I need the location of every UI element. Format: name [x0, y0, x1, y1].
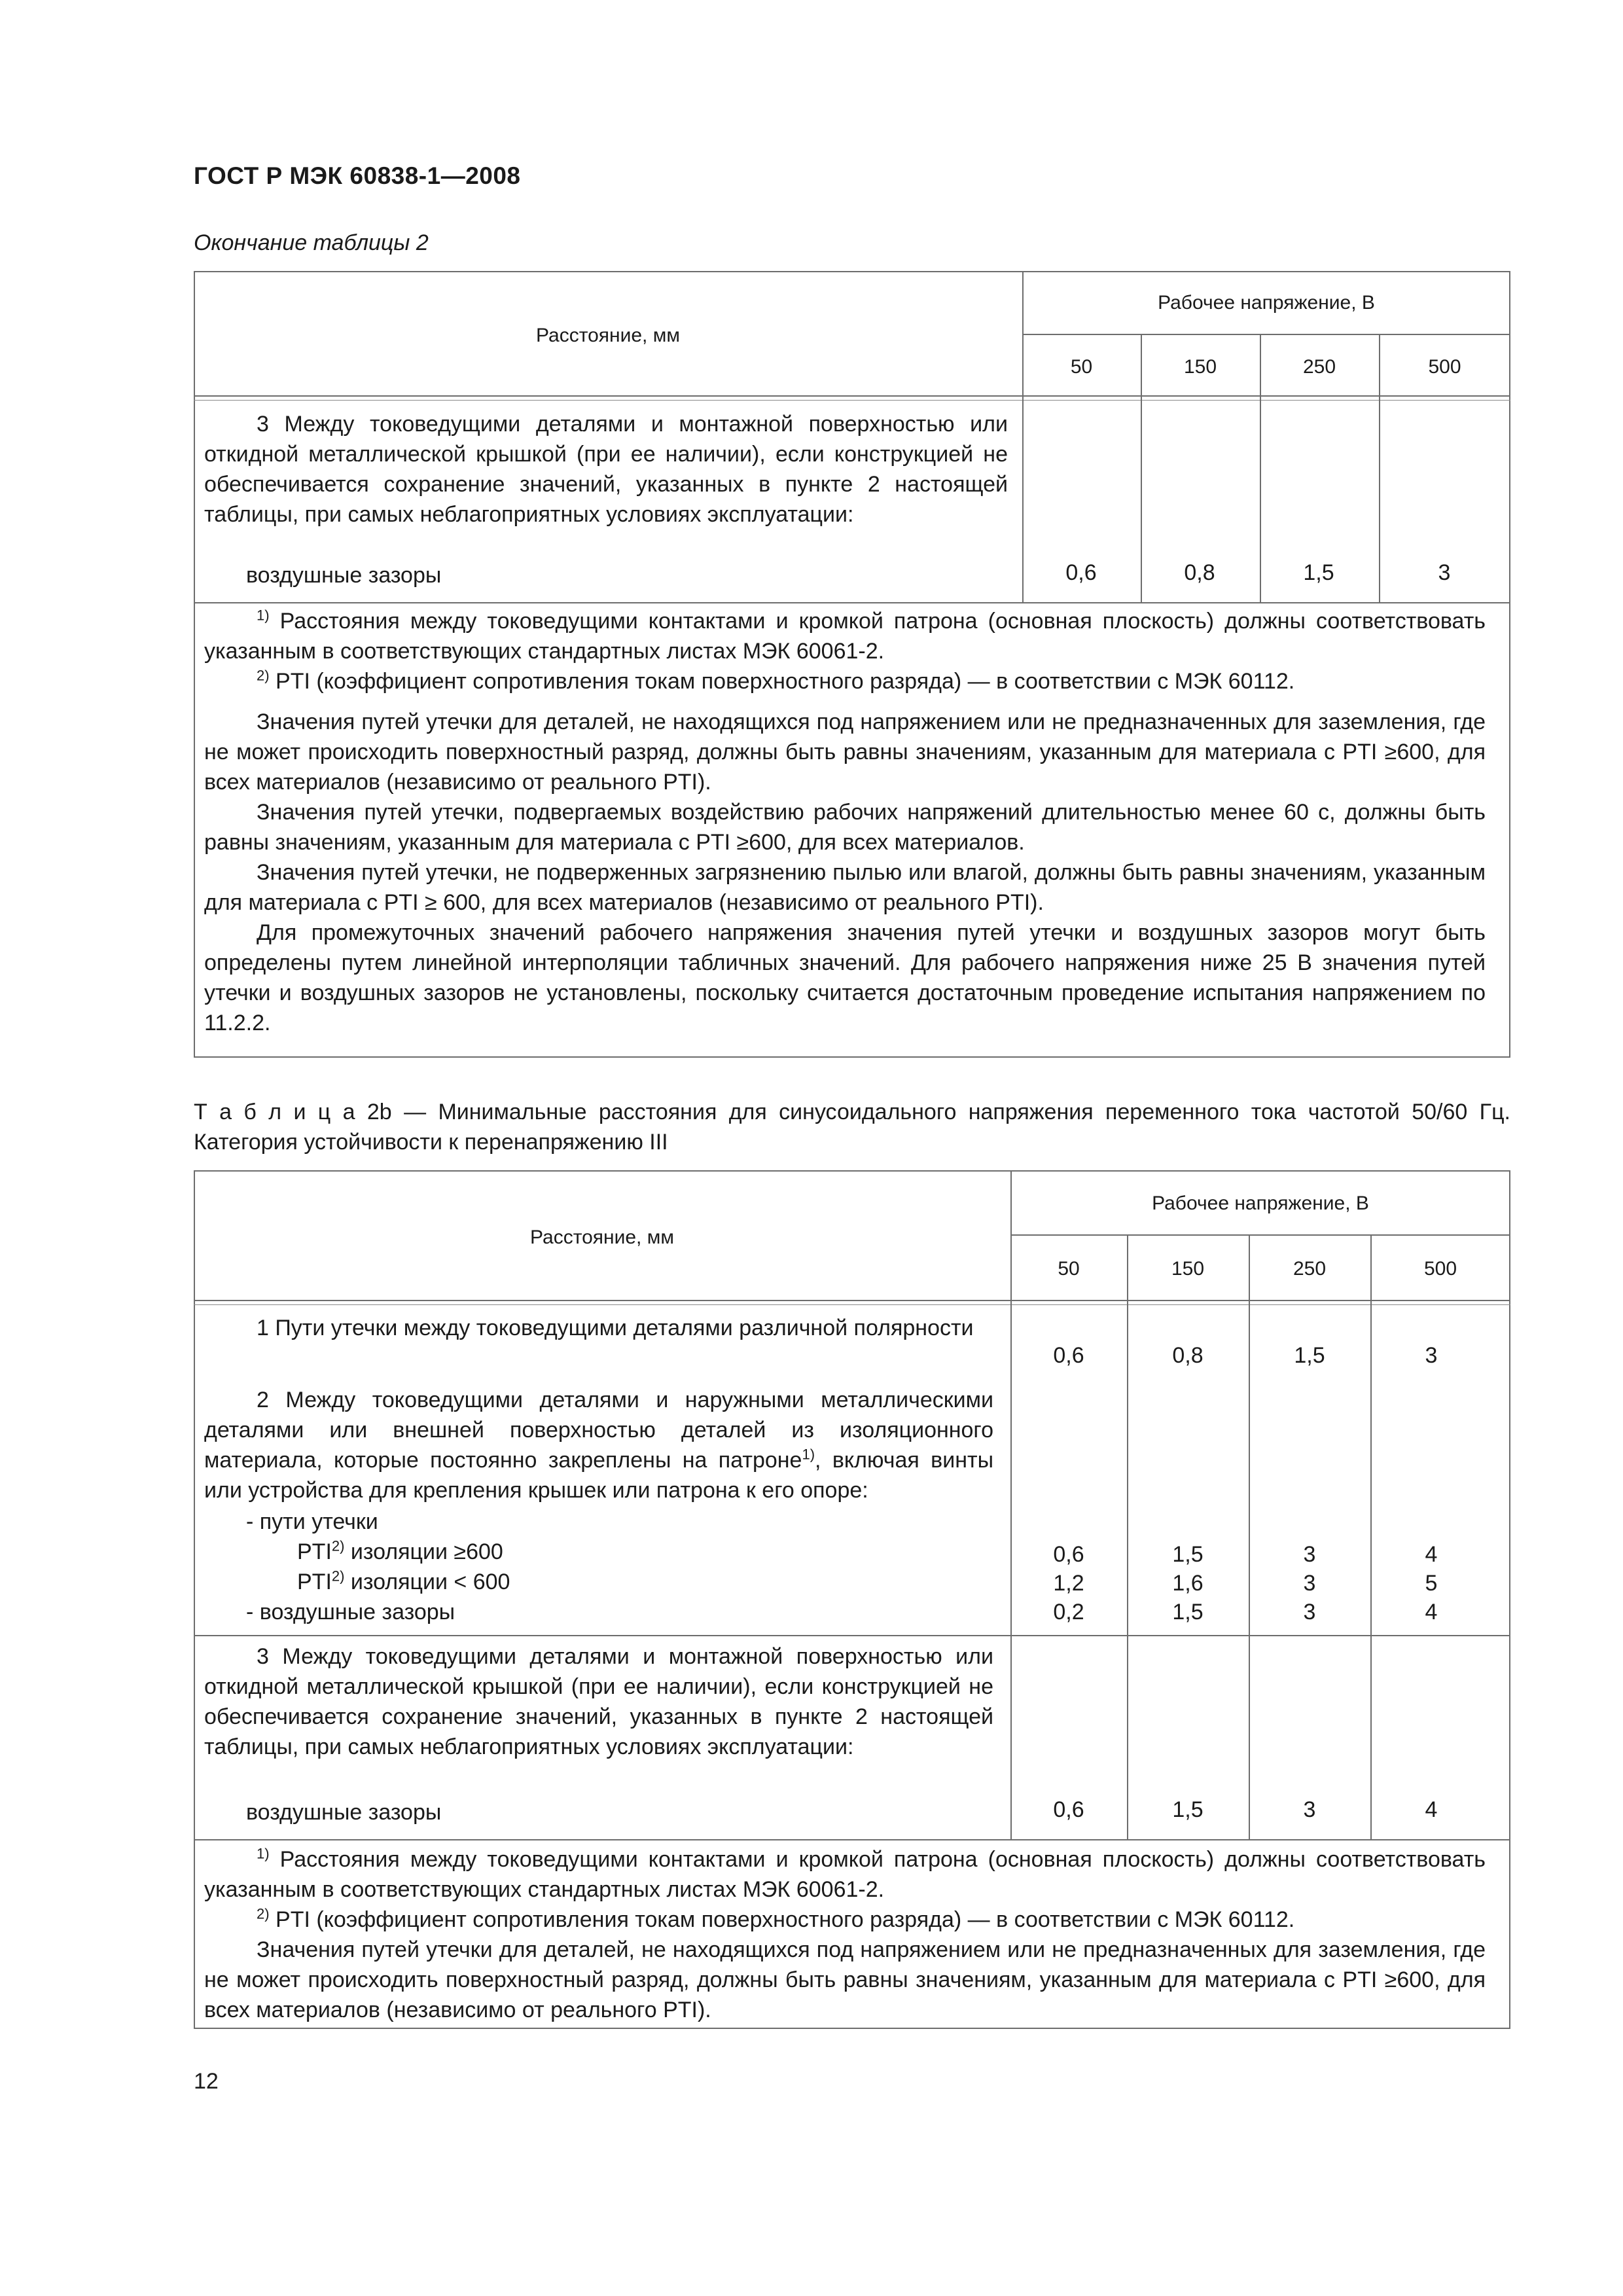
air-clearances-label: - воздушные зазоры — [246, 1600, 455, 1624]
footnote-mark: 1) — [802, 1446, 815, 1463]
note-paragraph: Для промежуточных значений рабочего напряжения значения путей утечки и воздушных зазоров могут быть определены путем линейной интерполяции табличных значений. Для рабочего напряжения ниже 25 В значения путей утечки и воздушных зазоров не установлены, поскольку считается достаточным проведение испытания напряжением по 11.2.2. — [204, 920, 1486, 1035]
pti-ge-600-label: PTI$^{2)}$ изоляции ≥600 — [297, 1537, 503, 1564]
value-cell: 3 — [1303, 1571, 1316, 1596]
footnote-mark: 1) — [257, 607, 270, 624]
row-3-subitem: воздушные зазоры — [246, 1800, 442, 1825]
note-paragraph: Значения путей утечки для деталей, не находящихся под напряжением или не предназначенных для заземления, где не может происходить поверхностный разряд, должны быть равны значениям, указанным для материала с PTI ≥600, для всех материалов (независимо от реального PTI). — [204, 709, 1486, 795]
value-cell: 1,6 — [1172, 1571, 1204, 1596]
header-col-150: 150 — [1171, 1258, 1205, 1280]
document-title: ГОСТ Р МЭК 60838-1—2008 — [194, 162, 521, 189]
value-cell: 1,5 — [1294, 1343, 1325, 1368]
value-cell: 0,6 — [1053, 1797, 1084, 1822]
value-cell: 0,8 — [1184, 560, 1215, 585]
value-cell: 1,5 — [1303, 560, 1334, 585]
footnote-2: $^{2)}$ PTI (коэффициент сопротивления токам поверхностного разряда) — в соответствии с МЭК 60112. — [257, 667, 1295, 694]
value-cell: 1,5 — [1172, 1797, 1204, 1822]
table-2b-caption: Т а б л и ц а 2b — Минимальные расстояния для синусоидального напряжения переменного тока частотой 50/60 Гц. Категория устойчивости к перенапряжению III — [194, 1100, 1510, 1155]
value-cell: 3 — [1303, 1542, 1316, 1567]
row-3-text: 3 Между токоведущими деталями и монтажной поверхностью или откидной металлической крышкой (при ее наличии), если конструкцией не обеспечивается сохранение значений, указанных в пункте 2 настоящей таблицы, при самых неблагоприятных условиях эксплуатации: — [204, 412, 1008, 527]
leakage-paths-label: - пути утечки — [246, 1509, 378, 1534]
header-working-voltage: Рабочее напряжение, В — [1152, 1193, 1369, 1214]
note-paragraph: Значения путей утечки для деталей, не находящихся под напряжением или не предназначенных для заземления, где не может происходить поверхностный разряд, должны быть равны значениям, указанным для материала с PTI ≥600, для всех материалов (независимо от реального PTI). — [204, 1937, 1486, 2022]
note-paragraph: Значения путей утечки, не подверженных загрязнению пылью или влагой, должны быть равны значениям, указанным для материала с PTI ≥ 600, для всех материалов (независимо от реального PTI). — [204, 860, 1486, 915]
header-col-50: 50 — [1070, 356, 1093, 378]
header-distance: Расстояние, мм — [530, 1227, 674, 1248]
table-continuation-label: Окончание таблицы 2 — [194, 230, 429, 255]
value-cell: 5 — [1425, 1571, 1438, 1596]
footnote-2: $^{2)}$ PTI (коэффициент сопротивления токам поверхностного разряда) — в соответствии с МЭК 60112. — [257, 1905, 1295, 1932]
value-cell: 4 — [1425, 1542, 1438, 1567]
page-number: 12 — [194, 2069, 219, 2094]
value-cell: 0,2 — [1053, 1600, 1084, 1624]
pti-lt-600-label: PTI$^{2)}$ изоляции < 600 — [297, 1568, 510, 1594]
header-col-500: 500 — [1423, 1258, 1457, 1280]
row-3-subitem: воздушные зазоры — [246, 563, 442, 588]
value-cell: 0,6 — [1053, 1343, 1084, 1368]
value-cell: 1,2 — [1053, 1571, 1084, 1596]
row-3-text: 3 Между токоведущими деталями и монтажной поверхностью или откидной металлической крышкой (при ее наличии), если конструкцией не обеспечивается сохранение значений, указанных в пункте 2 настоящей таблицы, при самых неблагоприятных условиях эксплуатации: — [204, 1644, 993, 1759]
footnote-1: $^{1)}$ Расстояния между токоведущими контактами и кромкой патрона (основная плоскость) должны соответствовать указанным в соответствующих стандартных листах МЭК 60061-2. — [204, 607, 1486, 664]
row-1-text: 1 Пути утечки между токоведущими деталями различной полярности — [257, 1316, 974, 1340]
row-2-text: 2 Между токоведущими деталями и наружными металлическими деталями или внешней поверхностью деталей из изоляционного материала, которые постоянно закреплены на патроне$^{1)}$, включая винты или устройства для крепления крышек или патрона к его опоре: — [204, 1388, 994, 1503]
footnote-1: $^{1)}$ Расстояния между токоведущими контактами и кромкой патрона (основная плоскость) должны соответствовать указанным в соответствующих стандартных листах МЭК 60061-2. — [204, 1845, 1486, 1902]
value-cell: 0,8 — [1172, 1343, 1204, 1368]
value-cell: 3 — [1303, 1797, 1316, 1822]
header-col-150: 150 — [1183, 356, 1217, 378]
footnote-mark: 1) — [257, 1845, 270, 1862]
value-cell: 1,5 — [1172, 1542, 1204, 1567]
header-col-500: 500 — [1428, 356, 1461, 378]
footnote-mark: 2) — [257, 667, 270, 684]
value-cell: 4 — [1425, 1797, 1438, 1822]
note-paragraph: Значения путей утечки, подвергаемых воздействию рабочих напряжений длительностью менее 60 с, должны быть равны значениям, указанным для материала с PTI ≥600, для всех материалов. — [204, 800, 1486, 855]
header-working-voltage: Рабочее напряжение, В — [1158, 292, 1375, 314]
header-distance: Расстояние, мм — [536, 325, 680, 346]
value-cell: 3 — [1425, 1343, 1438, 1368]
value-cell: 0,6 — [1053, 1542, 1084, 1567]
footnote-mark: 2) — [257, 1905, 270, 1922]
value-cell: 0,6 — [1065, 560, 1097, 585]
value-cell: 3 — [1438, 560, 1451, 585]
header-col-50: 50 — [1058, 1258, 1080, 1280]
value-cell: 4 — [1425, 1600, 1438, 1624]
header-col-250: 250 — [1293, 1258, 1327, 1280]
header-col-250: 250 — [1302, 356, 1336, 378]
value-cell: 1,5 — [1172, 1600, 1204, 1624]
value-cell: 3 — [1303, 1600, 1316, 1624]
